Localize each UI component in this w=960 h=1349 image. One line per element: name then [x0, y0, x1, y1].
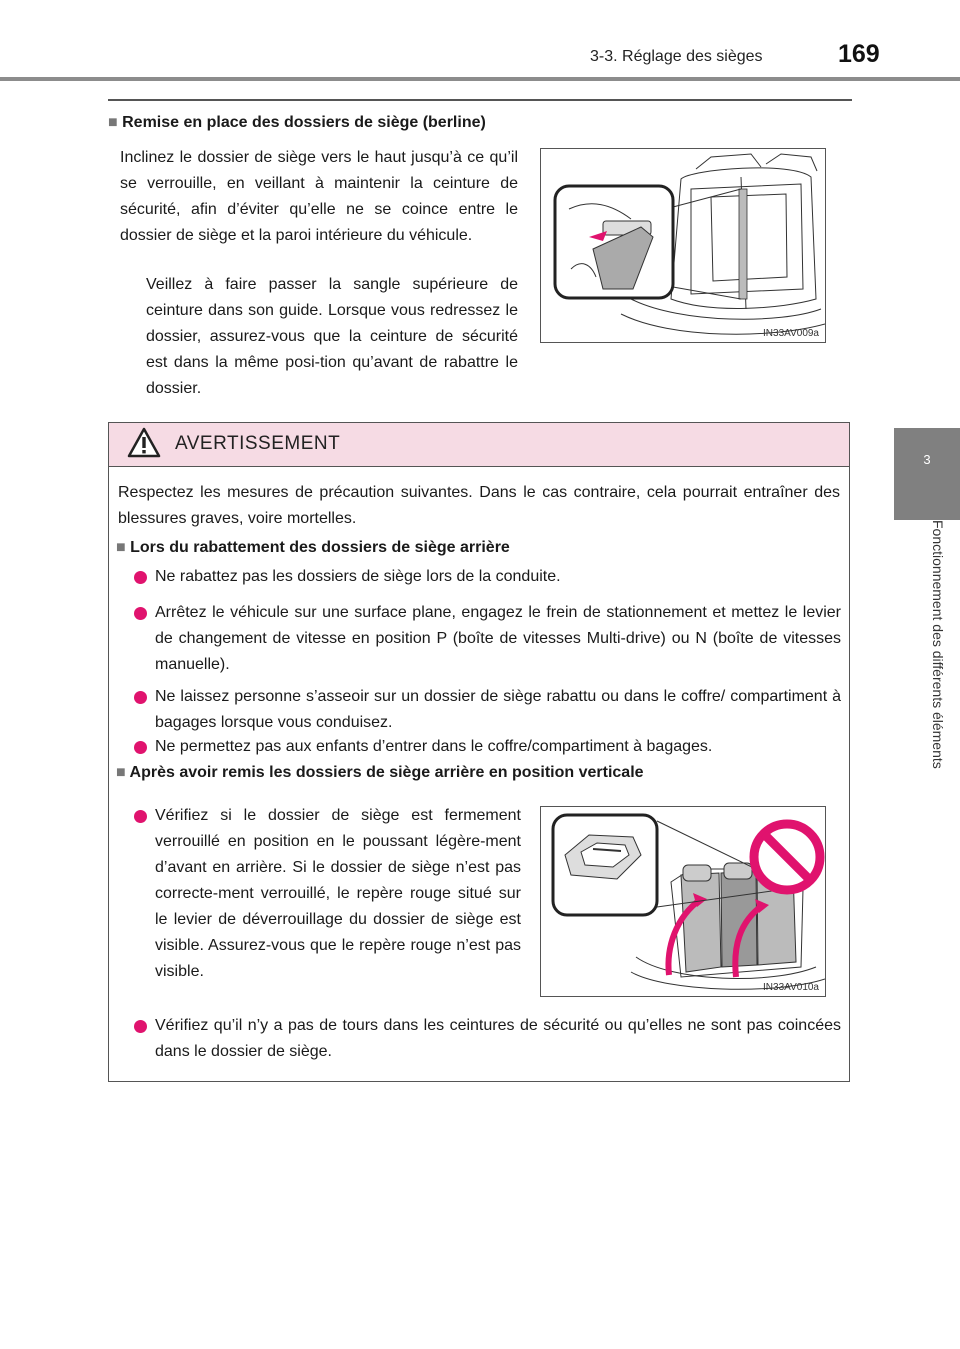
square-bullet-icon: ■ — [116, 764, 130, 781]
seat-lock-figure — [540, 806, 826, 997]
rear-seat-illustration — [541, 149, 825, 342]
chapter-tab — [894, 428, 960, 520]
warning-bullet: Vérifiez qu’il n’y a pas de tours dans les ceintures de sécurité ou qu’elles ne sont pas coincées dans le dossier de siège. — [155, 1017, 841, 1060]
seat-belt-figure — [540, 148, 826, 343]
warning-intro: Respectez les mesures de précaution suivantes. Dans le cas contraire, cela pourrait entraîner des blessures graves, voire mortelles. — [118, 484, 840, 527]
warning-bullet: Ne rabattez pas les dossiers de siège lors de la conduite. — [155, 568, 561, 585]
bullet-dot-icon — [134, 1020, 147, 1033]
warning-subheading-text: Après avoir remis les dossiers de siège arrière en position verticale — [129, 764, 644, 781]
chapter-number: 3 — [923, 452, 931, 467]
warning-subheading — [116, 539, 510, 557]
warning-bullet: Ne laissez personne s’asseoir sur un dossier de siège rabattu ou dans le coffre/ compartiment à bagages lorsque vous conduisez. — [155, 688, 841, 731]
header-rule — [0, 77, 960, 81]
bullet-dot-icon — [134, 691, 147, 704]
square-bullet-icon: ■ — [108, 114, 123, 131]
warning-bullet: Arrêtez le véhicule sur une surface plane, engagez le frein de stationnement et mettez le levier de changement de vitesse en position P (boîte de vitesses Multi-drive) ou N (boîte de vitesses manuelle). — [155, 604, 841, 673]
page-number: 169 — [838, 40, 880, 68]
square-bullet-icon: ■ — [116, 539, 131, 556]
section-heading-text: Remise en place des dossiers de siège (berline) — [122, 114, 486, 131]
section-body: Inclinez le dossier de siège vers le haut jusqu’à ce qu’il se verrouille, en veillant à maintenir la ceinture de sécurité, afin d’éviter qu’elle ne se coince entre le dossier de siège et la paroi intérieure du véhicule. — [120, 149, 518, 244]
section-heading — [108, 114, 486, 132]
warning-bullet: Ne permettez pas aux enfants d’entrer dans le coffre/compartiment à bagages. — [155, 738, 713, 755]
warning-triangle-icon — [127, 427, 161, 459]
warning-bullet: Vérifiez si le dossier de siège est fermement verrouillé en position en le poussant légère-ment d’avant en arrière. Si le dossier de siège n’est pas correcte-ment verrouillé, le repère rouge situé sur le levier de déverrouillage du dossier de siège est visible. Assurez-vous que le repère rouge n’est pas visible. — [155, 807, 521, 980]
section-note: Veillez à faire passer la sangle supérieure de ceinture dans son guide. Lorsque vous redressez le dossier, assurez-vous que la ceinture de sécurité est dans la même posi-tion qu’avant de rabattre le dossier. — [146, 276, 518, 397]
chapter-label: Fonctionnement des différents éléments — [930, 520, 946, 769]
section-rule — [108, 99, 852, 101]
figure-caption: IN33AV009a — [763, 328, 819, 339]
warning-subheading-text: Lors du rabattement des dossiers de siège arrière — [130, 539, 510, 556]
seat-lock-illustration — [541, 807, 825, 996]
bullet-dot-icon — [134, 607, 147, 620]
bullet-dot-icon — [134, 571, 147, 584]
figure-caption: IN33AV010a — [763, 982, 819, 993]
bullet-dot-icon — [134, 741, 147, 754]
bullet-dot-icon — [134, 810, 147, 823]
warning-title: AVERTISSEMENT — [175, 433, 341, 454]
warning-subheading — [116, 764, 644, 782]
section-title: 3-3. Réglage des sièges — [590, 48, 763, 65]
